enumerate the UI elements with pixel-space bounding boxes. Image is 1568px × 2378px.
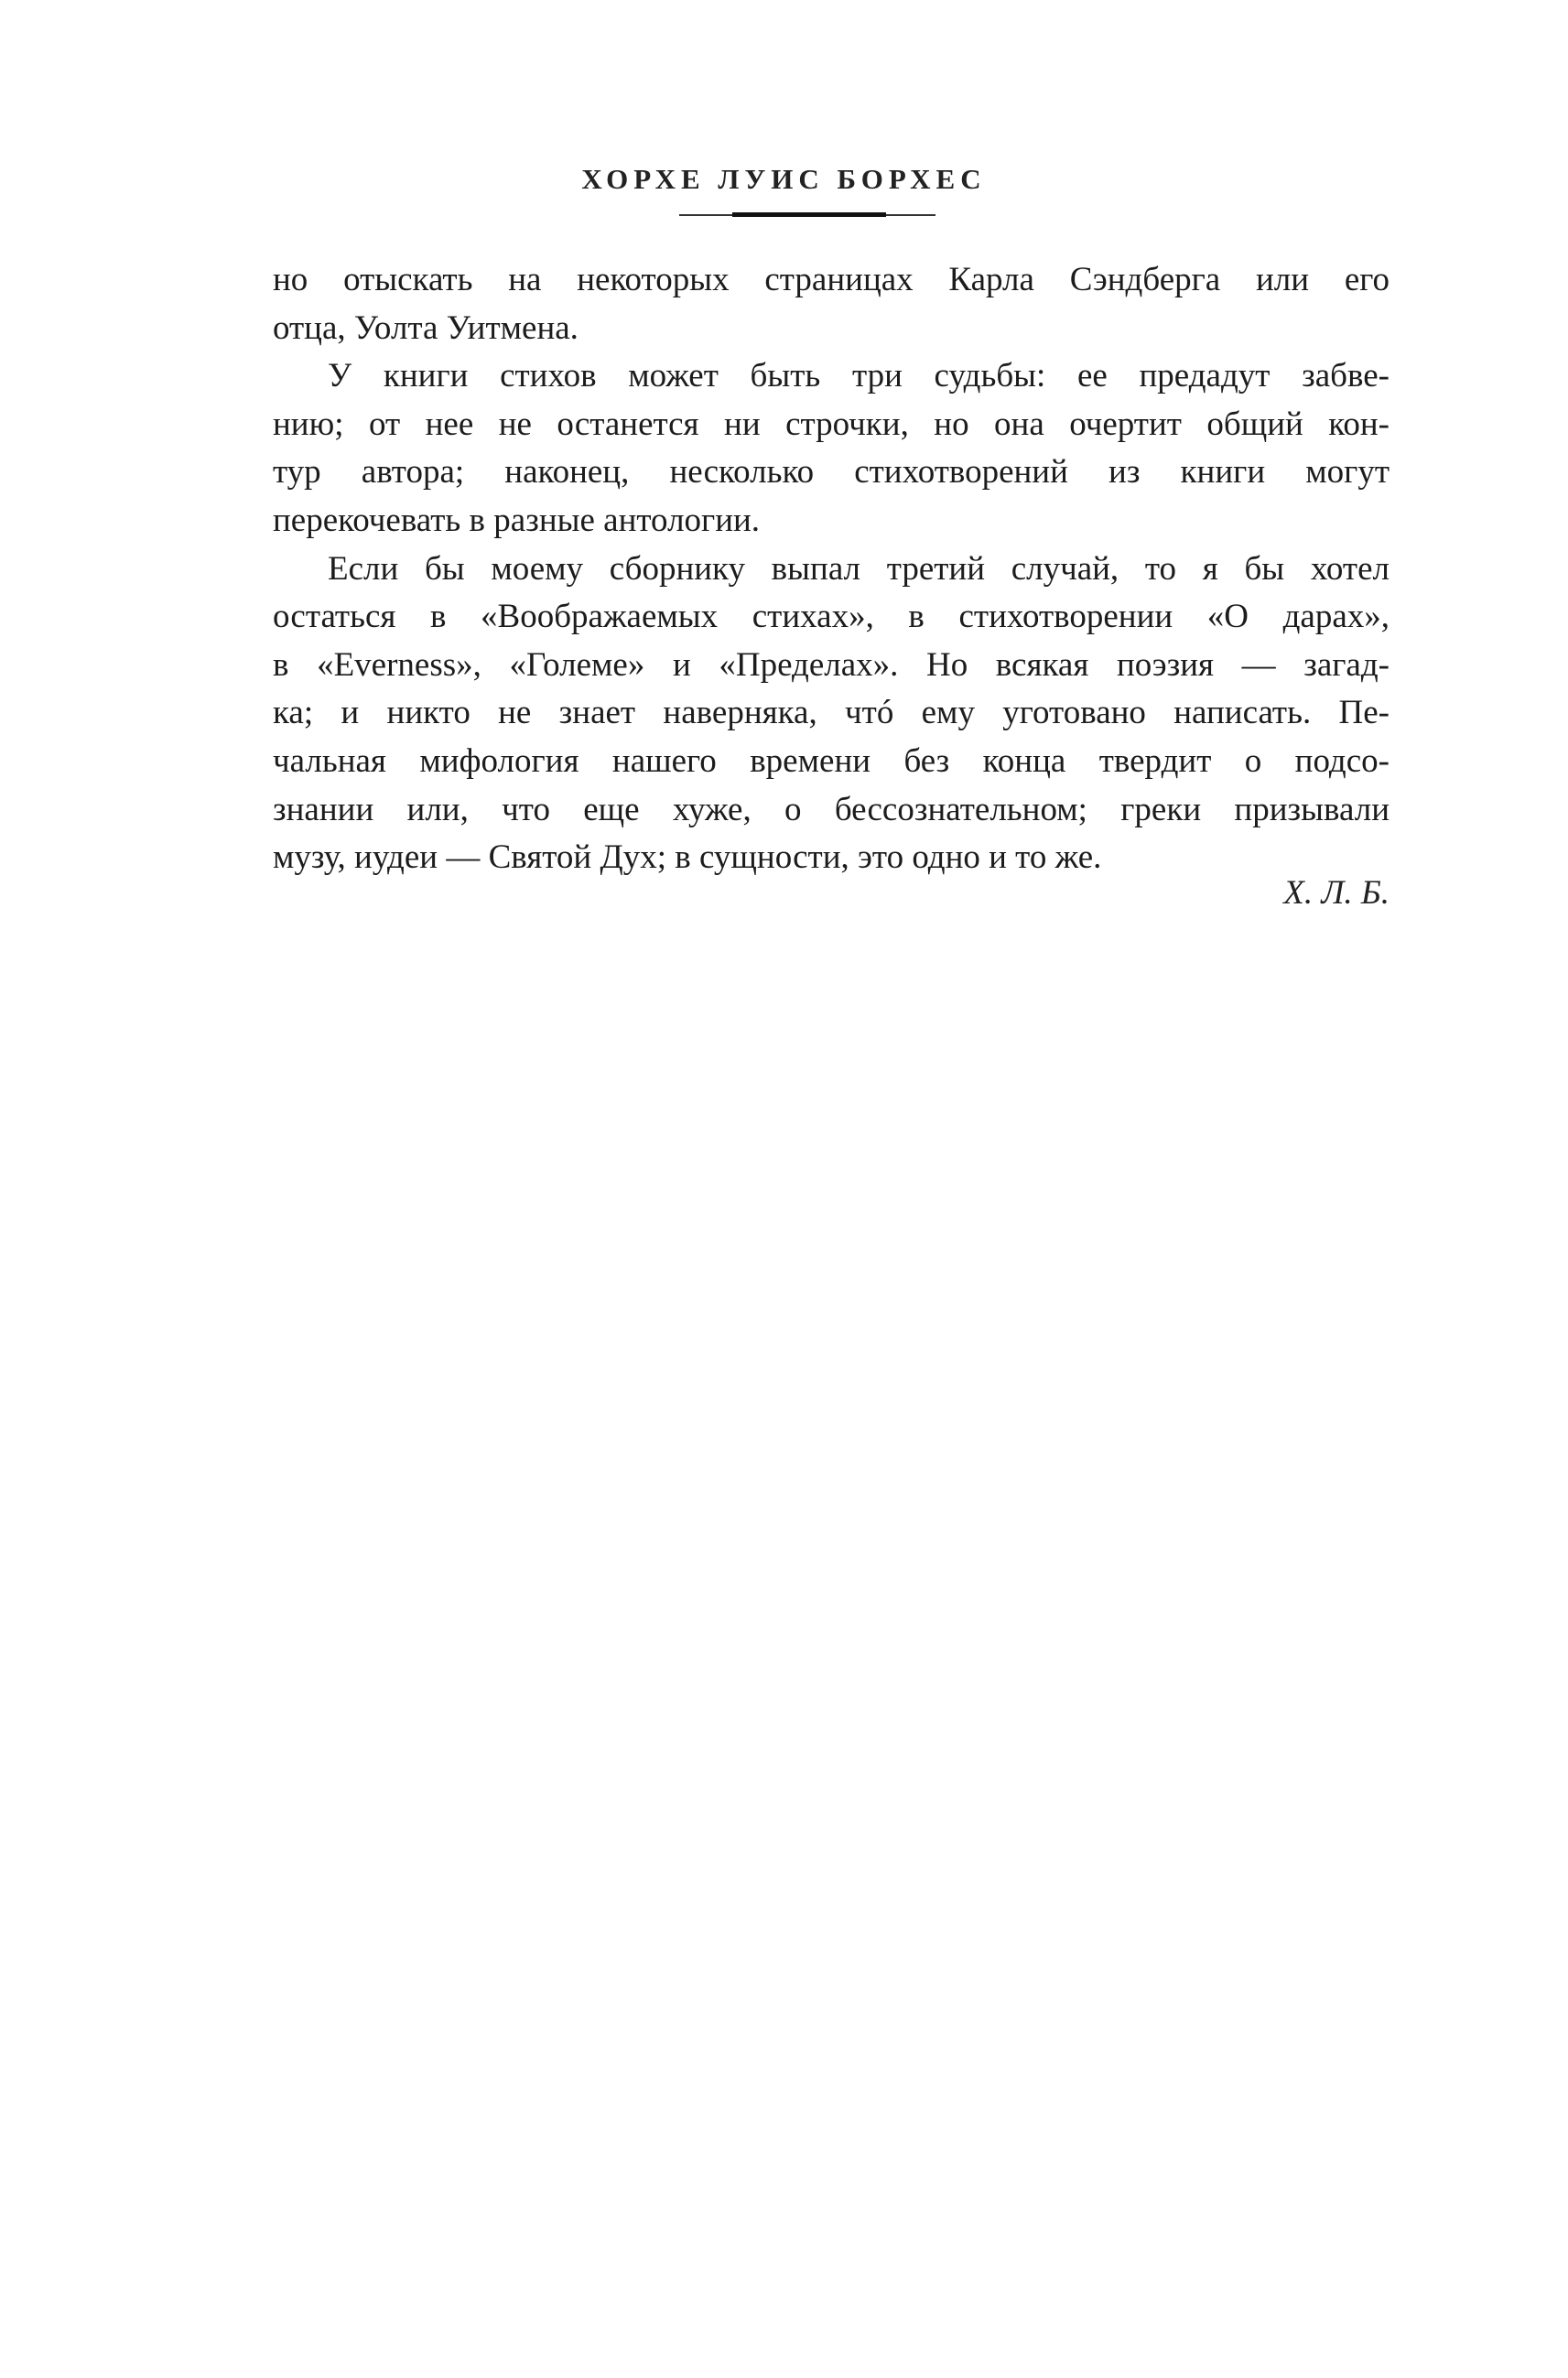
text-line: чальная мифология нашего времени без конца твердит о подсо- — [273, 741, 1390, 780]
header-rule-accent — [732, 212, 886, 217]
text-line: ка; и никто не знает наверняка, чтó ему уготовано написать. Пе- — [273, 694, 1390, 732]
text-line: но отыскать на некоторых страницах Карла Сэндберга или его — [273, 261, 1390, 298]
text-line: остаться в «Воображаемых стихах», в стихотворении «О дарах», — [273, 598, 1390, 636]
running-head: ХОРХЕ ЛУИС БОРХЕС — [581, 163, 987, 195]
author-signature: Х. Л. Б. — [1283, 874, 1390, 912]
text-line: знании или, что еще хуже, о бессознательном; греки призывали — [273, 790, 1390, 828]
text-line: нию; от нее не останется ни строчки, но она очертит общий кон- — [273, 405, 1390, 443]
text-line: перекочевать в разные антологии. — [273, 501, 761, 539]
body-text — [273, 256, 1390, 882]
text-line: Если бы моему сборнику выпал третий случай, то я бы хотел — [328, 549, 1390, 588]
text-line: музу, иудеи — Святой Дух; в сущности, это одно и то же. — [273, 838, 1102, 877]
text-line: отца, Уолта Уитмена. — [273, 308, 579, 347]
text-line: в «Everness», «Големе» и «Пределах». Но всякая поэзия — загад- — [273, 645, 1390, 684]
text-line: У книги стихов может быть три судьбы: ее предадут забве- — [328, 357, 1390, 395]
text-line: тур автора; наконец, несколько стихотворений из книги могут — [273, 453, 1390, 492]
